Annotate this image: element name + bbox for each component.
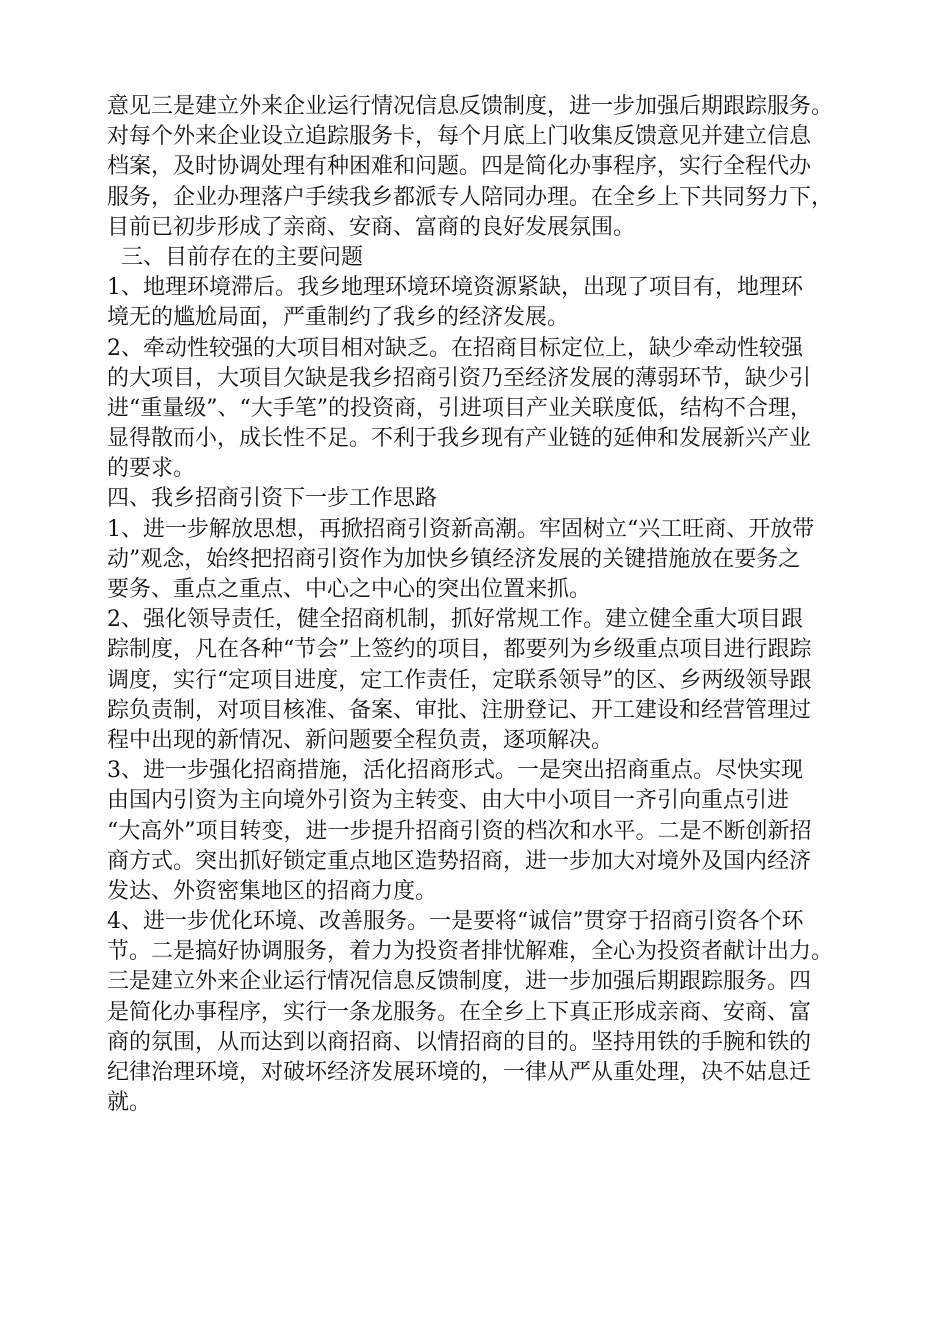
text-line: 踪负责制，对项目核准、备案、审批、注册登记、开工建设和经营管理过 [107,697,812,723]
text-line: 目前已初步形成了亲商、安商、富商的良好发展氛围。 [107,214,636,240]
text-line: 程中出现的新情况、新问题要全程负责，逐项解决。 [107,727,614,753]
text-line: 2、牵动性较强的大项目相对缺乏。在招商目标定位上，缺少牵动性较强 [107,335,803,361]
text-line: 1、地理环境滞后。我乡地理环境环境资源紧缺，出现了项目有，地理环 [107,275,803,301]
text-line: 1、进一步解放思想，再掀招商引资新高潮。牢固树立“兴工旺商、开放带 [107,516,815,542]
text-line: 商的氛围，从而达到以商招商、以情招商的目的。坚持用铁的手腕和铁的 [107,1029,812,1055]
text-line: 要务、重点之重点、中心之中心的突出位置来抓。 [107,577,592,602]
text-line: 服务，企业办理落户手续我乡都派专人陪同办理。在全乡上下共同努力下， [107,184,834,210]
text-line: “大高外”项目转变，进一步提升招商引资的档次和水平。二是不断创新招 [107,818,812,844]
text-line: 进“重量级”、“大手笔”的投资商，引进项目产业关联度低，结构不合理， [107,395,812,421]
text-line: 对每个外来企业设立追踪服务卡，每个月底上门收集反馈意见并建立信息 [107,124,812,150]
section-heading: 四、我乡招商引资下一步工作思路 [107,486,438,512]
text-line: 动”观念，始终把招商引资作为加快乡镇经济发展的关键措施放在要务之 [107,546,801,572]
text-line: 发达、外资密集地区的招商力度。 [107,878,438,904]
text-line: 商方式。突出抓好锁定重点地区造势招商，进一步加大对境外及国内经济 [107,848,812,874]
text-line: 的大项目，大项目欠缺是我乡招商引资乃至经济发展的薄弱环节，缺少引 [107,365,812,391]
text-line: 调度，实行“定项目进度，定工作责任，定联系领导”的区、乡两级领导跟 [107,667,812,693]
text-line: 三是建立外来企业运行情况信息反馈制度，进一步加强后期跟踪服务。四 [107,969,812,995]
text-line: 就。 [107,1090,152,1116]
text-line: 节。二是搞好协调服务，着力为投资者排忧解难，全心为投资者献计出力。 [107,939,834,965]
text-line: 是简化办事程序，实行一条龙服务。在全乡上下真正形成亲商、安商、富 [107,999,812,1025]
text-line: 踪制度，凡在各种“节会”上签约的项目，都要列为乡级重点项目进行跟踪 [107,637,812,663]
text-line: 的要求。 [107,456,196,482]
text-line: 档案，及时协调处理有种困难和问题。四是简化办事程序，实行全程代办 [107,154,812,180]
text-line: 境无的尴尬局面，严重制约了我乡的经济发展。 [107,305,570,331]
section-heading: 三、目前存在的主要问题 [121,244,364,270]
text-line: 4、进一步优化环境、改善服务。一是要将“诚信”贯穿于招商引资各个环 [107,909,804,935]
text-line: 由国内引资为主向境外引资为主转变、由大中小项目一齐引向重点引进 [107,788,790,814]
text-line: 显得散而小，成长性不足。不利于我乡现有产业链的延伸和发展新兴产业 [107,426,812,452]
document-body [107,92,867,1118]
text-line: 2、强化领导责任，健全招商机制，抓好常规工作。建立健全重大项目跟 [107,607,803,633]
text-line: 3、进一步强化招商措施，活化招商形式。一是突出招商重点。尽快实现 [107,758,803,784]
text-line: 意见三是建立外来企业运行情况信息反馈制度，进一步加强后期跟踪服务。 [107,94,834,119]
text-line: 纪律治理环境，对破坏经济发展环境的，一律从严从重处理，决不姑息迁 [107,1060,812,1085]
